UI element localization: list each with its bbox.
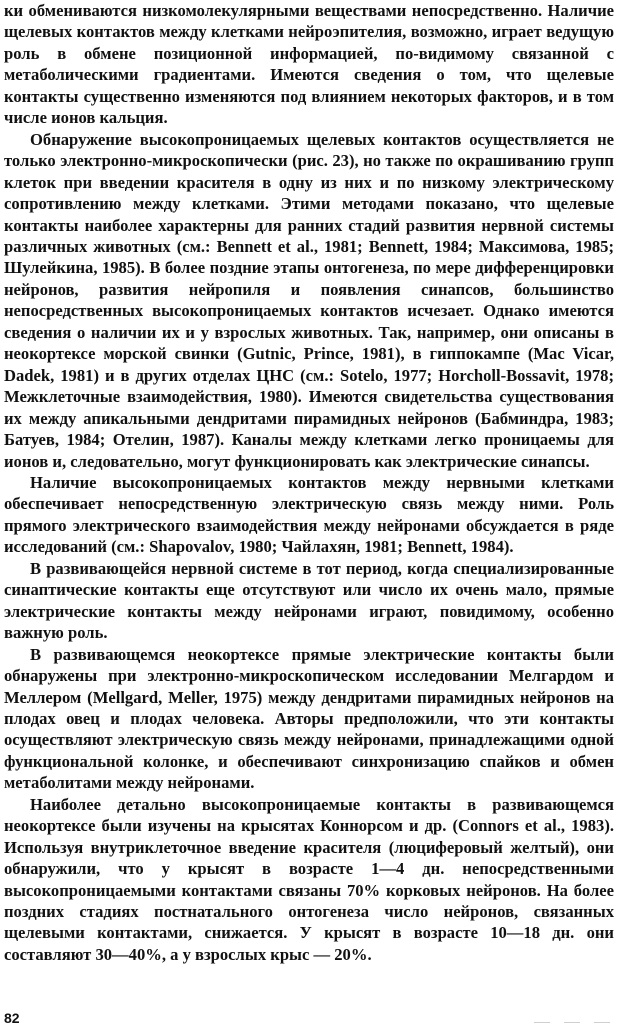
paragraph-developing-nervous-system: В развивающейся нервной системе в тот период, когда специализированные синаптические контакты еще отсутствуют или число их очень мало, прямые электрические контакты между нейронами играют, повидимому, особенно важную роль. [4, 558, 614, 643]
paragraph-electrical-coupling: Наличие высокопроницаемых контактов между нервными клетками обеспечивает непосредственную электрическую связь между ними. Роль прямого электрического взаимодействия между нейронами обсуждается в ряде исследований (см.: Shapovalov, 1980; Чайлахян, 1981; Bennett, 1984). [4, 472, 614, 557]
paragraph-developing-neocortex: В развивающемся неокортексе прямые электрические контакты были обнаружены при электронно-микроскопическом исследовании Мелгардом и Меллером (Mellgard, Meller, 1975) между дендритами пирамидных нейронов на плодах овец и плодах человека. Авторы предположили, что эти контакты осуществляют электрическую связь между нейронами, принадлежащими одной функциональной колонке, и обеспечивают синхронизацию спайков и обмен метаболитами между нейронами. [4, 644, 614, 793]
footer-mark [534, 1022, 550, 1023]
body-text [4, 0, 614, 965]
footer-mark [564, 1022, 580, 1023]
footer-marks [534, 1022, 614, 1024]
paragraph-rat-pups-study: Наиболее детально высокопроницаемые контакты в развивающемся неокортексе были изучены на крысятах Коннорсом и др. (Connors et al., 1983). Используя внутриклеточное введение красителя (люциферовый желтый), они обнаружили, что у крысят в возрасте 1—4 дн. непосредственными высокопроницаемыми контактами связаны 70% корковых нейронов. На более поздних стадиях постнатального онтогенеза число нейронов, связанных щелевыми контактами, снижается. У крысят в возрасте 10—18 дн. они составляют 30—40%, а у взрослых крыс — 20%. [4, 794, 614, 964]
page-number: 82 [4, 1010, 20, 1026]
paragraph-gap-junction-detection: Обнаружение высокопроницаемых щелевых контактов осуществляется не только электронно-микроскопически (рис. 23), но также по окрашиванию групп клеток при введении красителя в одну из них и по низкому электрическому сопротивлению между клетками. Этими методами показано, что щелевые контакты наиболее характерны для ранних стадий развития нервной системы различных животных (см.: Bennett et al., 1981; Bennett, 1984; Максимова, 1985; Шулейкина, 1985). В более поздние этапы онтогенеза, по мере дифференцировки нейронов, развития нейропиля и появления синапсов, большинство непосредственных высокопроницаемых контактов исчезает. Однако имеются сведения о наличии их и у взрослых животных. Так, например, они описаны в неокортексе морской свинки (Gutnic, Prince, 1981), в гиппокампе (Mac Vicar, Dadek, 1981) и в других отделах ЦНС (см.: Sotelo, 1977; Horcholl-Bossavit, 1978; Межклеточные взаимодействия, 1980). Имеются свидетельства существования их между апикальными дендритами пирамидных нейронов (Бабминдра, 1983; Батуев, 1984; Отелин, 1987). Каналы между клетками легко проницаемы для ионов и, следовательно, могут функционировать как электрические синапсы. [4, 129, 614, 471]
footer-mark [594, 1022, 610, 1023]
paragraph-continued: ки обмениваются низкомолекулярными веществами непосредственно. Наличие щелевых контактов между клетками нейроэпителия, возможно, играет ведущую роль в обмене позиционной информацией, по-видимому связанной с метаболическими градиентами. Имеются сведения о том, что щелевые контакты существенно изменяются под влиянием некоторых факторов, и в том числе ионов кальция. [4, 1, 614, 128]
